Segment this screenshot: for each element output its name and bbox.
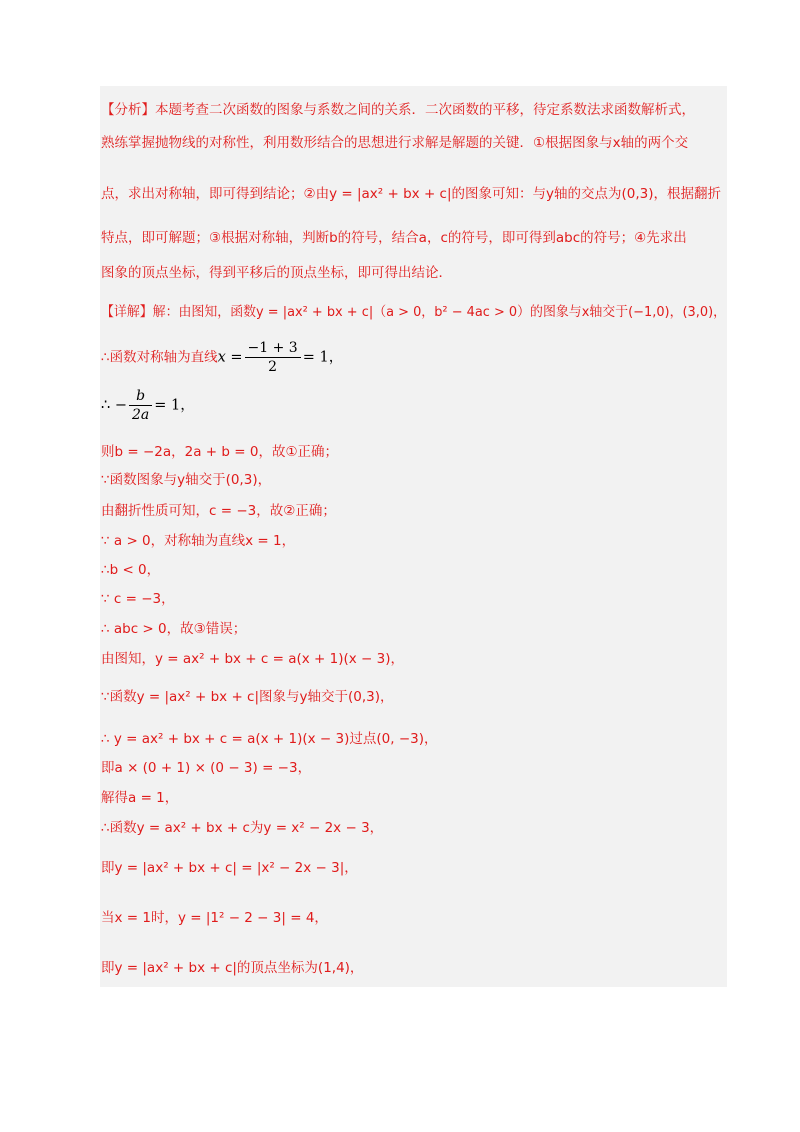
analysis-line-5: 图象的顶点坐标，得到平移后的顶点坐标，即可得出结论． bbox=[101, 265, 452, 281]
detail-line-17: 即y = |ax² + bx + c| = |x² − 2x − 3|， bbox=[101, 860, 358, 876]
detail-line-13: ∴ y = ax² + bx + c = a(x + 1)(x − 3)过点(0, −3)， bbox=[101, 731, 438, 747]
detail-line-2 bbox=[101, 340, 343, 375]
analysis-line-3: 点，求出对称轴，即可得到结论；②由y = |ax² + bx + c|的图象可知：与y轴的交点为(0,3)，根据翻折 bbox=[101, 186, 722, 202]
detail-line-19: 即y = |ax² + bx + c|的顶点坐标为(1,4)， bbox=[101, 960, 364, 976]
detail-line-2-var: x = bbox=[217, 349, 243, 366]
analysis-line-2: 熟练掌握抛物线的对称性，利用数形结合的思想进行求解是解题的关键．①根据图象与x轴的两个交 bbox=[101, 135, 689, 151]
fraction-b-numerator: b bbox=[129, 388, 152, 406]
detail-line-2-suffix: = 1， bbox=[302, 349, 344, 366]
detail-line-1: 【详解】解：由图知，函数y = |ax² + bx + c|（a > 0，b² − 4ac > 0）的图象与x轴交于(−1,0)，(3,0)， bbox=[101, 304, 727, 320]
detail-line-9: ∵ c = −3， bbox=[101, 591, 175, 607]
fraction-axis-denominator: 2 bbox=[268, 359, 278, 375]
detail-line-5: ∵函数图象与y轴交于(0,3)， bbox=[101, 472, 272, 488]
detail-line-14: 即a × (0 + 1) × (0 − 3) = −3， bbox=[101, 760, 312, 776]
fraction-axis bbox=[245, 340, 301, 375]
detail-line-3 bbox=[101, 388, 195, 423]
fraction-b-denominator: 2a bbox=[131, 407, 150, 423]
detail-line-10: ∴ abc > 0，故③错误； bbox=[101, 621, 247, 637]
analysis-line-1: 【分析】本题考查二次函数的图象与系数之间的关系．二次函数的平移，待定系数法求函数解析式， bbox=[101, 102, 695, 118]
detail-line-3-suffix: = 1， bbox=[154, 397, 195, 414]
detail-line-18: 当x = 1时，y = |1² − 2 − 3| = 4， bbox=[101, 910, 328, 926]
detail-line-4: 则b = −2a，2a + b = 0，故①正确； bbox=[101, 444, 339, 460]
detail-line-6: 由翻折性质可知，c = −3，故②正确； bbox=[101, 503, 336, 519]
detail-line-3-prefix: ∴ − bbox=[101, 397, 127, 414]
detail-line-15: 解得a = 1， bbox=[101, 790, 179, 806]
analysis-line-4: 特点，即可解题；③根据对称轴，判断b的符号，结合a，c的符号，即可得到abc的符号；④先求出 bbox=[101, 230, 687, 246]
detail-line-11: 由图知，y = ax² + bx + c = a(x + 1)(x − 3)， bbox=[101, 651, 405, 667]
detail-line-16: ∴函数y = ax² + bx + c为y = x² − 2x − 3， bbox=[101, 820, 384, 836]
detail-line-12: ∵函数y = |ax² + bx + c|图象与y轴交于(0,3)， bbox=[101, 689, 394, 705]
detail-line-8: ∴b < 0， bbox=[101, 562, 161, 578]
detail-line-2-prefix: ∴函数对称轴为直线 bbox=[101, 349, 218, 366]
fraction-axis-numerator: −1 + 3 bbox=[245, 340, 301, 358]
detail-line-7: ∵ a > 0，对称轴为直线x = 1， bbox=[101, 533, 296, 549]
fraction-b-over-2a bbox=[129, 388, 152, 423]
